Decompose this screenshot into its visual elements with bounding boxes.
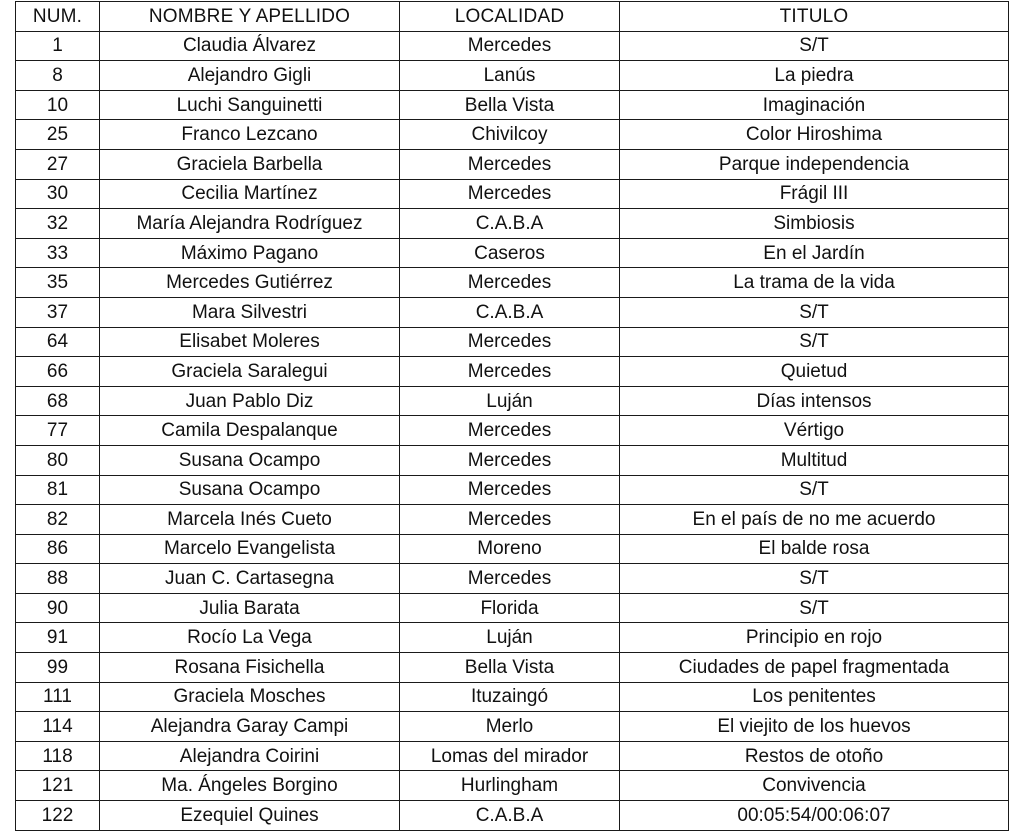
- cell-num: 88: [16, 564, 100, 594]
- cell-name: Graciela Mosches: [100, 682, 400, 712]
- cell-name: Luchi Sanguinetti: [100, 90, 400, 120]
- cell-title: Los penitentes: [620, 682, 1009, 712]
- header-row: [16, 2, 1009, 32]
- cell-num: 80: [16, 445, 100, 475]
- cell-num: 37: [16, 297, 100, 327]
- table-row: [16, 90, 1009, 120]
- cell-num: 27: [16, 149, 100, 179]
- cell-title: La piedra: [620, 61, 1009, 91]
- table-row: [16, 327, 1009, 357]
- cell-name: Marcela Inés Cueto: [100, 505, 400, 535]
- cell-num: 68: [16, 386, 100, 416]
- cell-num: 8: [16, 61, 100, 91]
- cell-title: S/T: [620, 593, 1009, 623]
- cell-location: C.A.B.A: [400, 209, 620, 239]
- cell-num: 111: [16, 682, 100, 712]
- table-row: [16, 682, 1009, 712]
- cell-title: El viejito de los huevos: [620, 712, 1009, 742]
- cell-name: Alejandra Coirini: [100, 741, 400, 771]
- cell-name: Marcelo Evangelista: [100, 534, 400, 564]
- cell-name: Mercedes Gutiérrez: [100, 268, 400, 298]
- cell-location: Mercedes: [400, 327, 620, 357]
- table-row: [16, 209, 1009, 239]
- cell-location: Moreno: [400, 534, 620, 564]
- cell-num: 99: [16, 653, 100, 683]
- cell-num: 1: [16, 31, 100, 61]
- cell-title: 00:05:54/00:06:07: [620, 801, 1009, 831]
- cell-num: 77: [16, 416, 100, 446]
- cell-name: Rocío La Vega: [100, 623, 400, 653]
- cell-location: Mercedes: [400, 475, 620, 505]
- cell-num: 114: [16, 712, 100, 742]
- cell-location: Mercedes: [400, 149, 620, 179]
- cell-title: Restos de otoño: [620, 741, 1009, 771]
- table-row: [16, 564, 1009, 594]
- cell-num: 91: [16, 623, 100, 653]
- table-row: [16, 238, 1009, 268]
- table-row: [16, 801, 1009, 831]
- cell-title: Días intensos: [620, 386, 1009, 416]
- cell-title: Parque independencia: [620, 149, 1009, 179]
- cell-title: S/T: [620, 31, 1009, 61]
- table-row: [16, 623, 1009, 653]
- table-row: [16, 268, 1009, 298]
- cell-title: S/T: [620, 327, 1009, 357]
- cell-location: Luján: [400, 623, 620, 653]
- table-row: [16, 416, 1009, 446]
- header-num: NUM.: [16, 2, 100, 32]
- table-row: [16, 771, 1009, 801]
- cell-num: 66: [16, 357, 100, 387]
- cell-name: Elisabet Moleres: [100, 327, 400, 357]
- table-row: [16, 297, 1009, 327]
- cell-title: Imaginación: [620, 90, 1009, 120]
- cell-location: Mercedes: [400, 268, 620, 298]
- cell-num: 81: [16, 475, 100, 505]
- cell-location: C.A.B.A: [400, 297, 620, 327]
- cell-num: 10: [16, 90, 100, 120]
- table-row: [16, 179, 1009, 209]
- table-row: [16, 593, 1009, 623]
- cell-title: Ciudades de papel fragmentada: [620, 653, 1009, 683]
- table-row: [16, 357, 1009, 387]
- cell-location: Mercedes: [400, 564, 620, 594]
- cell-title: S/T: [620, 564, 1009, 594]
- cell-name: Juan Pablo Diz: [100, 386, 400, 416]
- cell-title: La trama de la vida: [620, 268, 1009, 298]
- cell-location: Ituzaingó: [400, 682, 620, 712]
- cell-num: 90: [16, 593, 100, 623]
- cell-name: Mara Silvestri: [100, 297, 400, 327]
- cell-name: Ezequiel Quines: [100, 801, 400, 831]
- cell-location: Chivilcoy: [400, 120, 620, 150]
- cell-name: Ma. Ángeles Borgino: [100, 771, 400, 801]
- table-row: [16, 505, 1009, 535]
- cell-location: Lanús: [400, 61, 620, 91]
- cell-num: 35: [16, 268, 100, 298]
- table-row: [16, 31, 1009, 61]
- cell-name: Graciela Saralegui: [100, 357, 400, 387]
- cell-name: Rosana Fisichella: [100, 653, 400, 683]
- header-location: LOCALIDAD: [400, 2, 620, 32]
- table-row: [16, 475, 1009, 505]
- table-row: [16, 534, 1009, 564]
- cell-name: Franco Lezcano: [100, 120, 400, 150]
- cell-location: Lomas del mirador: [400, 741, 620, 771]
- participants-table: [15, 1, 1009, 831]
- table-body: [16, 31, 1009, 830]
- cell-num: 122: [16, 801, 100, 831]
- cell-name: Julia Barata: [100, 593, 400, 623]
- cell-location: Mercedes: [400, 445, 620, 475]
- table-header: [16, 2, 1009, 32]
- table-row: [16, 61, 1009, 91]
- cell-num: 25: [16, 120, 100, 150]
- cell-title: Convivencia: [620, 771, 1009, 801]
- cell-name: María Alejandra Rodríguez: [100, 209, 400, 239]
- cell-num: 82: [16, 505, 100, 535]
- cell-location: Caseros: [400, 238, 620, 268]
- cell-title: Color Hiroshima: [620, 120, 1009, 150]
- cell-name: Camila Despalanque: [100, 416, 400, 446]
- cell-name: Alejandra Garay Campi: [100, 712, 400, 742]
- cell-title: En el país de no me acuerdo: [620, 505, 1009, 535]
- cell-location: Mercedes: [400, 505, 620, 535]
- cell-num: 32: [16, 209, 100, 239]
- cell-name: Cecilia Martínez: [100, 179, 400, 209]
- cell-title: Multitud: [620, 445, 1009, 475]
- cell-title: Quietud: [620, 357, 1009, 387]
- cell-num: 121: [16, 771, 100, 801]
- cell-location: Mercedes: [400, 31, 620, 61]
- cell-location: C.A.B.A: [400, 801, 620, 831]
- cell-name: Susana Ocampo: [100, 445, 400, 475]
- cell-num: 118: [16, 741, 100, 771]
- cell-title: Simbiosis: [620, 209, 1009, 239]
- cell-location: Florida: [400, 593, 620, 623]
- cell-location: Mercedes: [400, 179, 620, 209]
- cell-title: S/T: [620, 297, 1009, 327]
- table-row: [16, 741, 1009, 771]
- cell-name: Graciela Barbella: [100, 149, 400, 179]
- cell-title: El balde rosa: [620, 534, 1009, 564]
- cell-location: Bella Vista: [400, 653, 620, 683]
- cell-title: S/T: [620, 475, 1009, 505]
- header-title: TITULO: [620, 2, 1009, 32]
- cell-name: Alejandro Gigli: [100, 61, 400, 91]
- cell-title: En el Jardín: [620, 238, 1009, 268]
- cell-location: Luján: [400, 386, 620, 416]
- cell-location: Hurlingham: [400, 771, 620, 801]
- cell-name: Juan C. Cartasegna: [100, 564, 400, 594]
- cell-location: Mercedes: [400, 357, 620, 387]
- table-row: [16, 386, 1009, 416]
- table-row: [16, 653, 1009, 683]
- table-row: [16, 149, 1009, 179]
- cell-num: 30: [16, 179, 100, 209]
- table-row: [16, 712, 1009, 742]
- cell-num: 64: [16, 327, 100, 357]
- header-name: NOMBRE Y APELLIDO: [100, 2, 400, 32]
- cell-num: 86: [16, 534, 100, 564]
- cell-title: Principio en rojo: [620, 623, 1009, 653]
- cell-num: 33: [16, 238, 100, 268]
- cell-name: Máximo Pagano: [100, 238, 400, 268]
- cell-name: Susana Ocampo: [100, 475, 400, 505]
- cell-title: Vértigo: [620, 416, 1009, 446]
- table-row: [16, 120, 1009, 150]
- table-row: [16, 445, 1009, 475]
- cell-location: Merlo: [400, 712, 620, 742]
- cell-name: Claudia Álvarez: [100, 31, 400, 61]
- cell-title: Frágil III: [620, 179, 1009, 209]
- cell-location: Mercedes: [400, 416, 620, 446]
- cell-location: Bella Vista: [400, 90, 620, 120]
